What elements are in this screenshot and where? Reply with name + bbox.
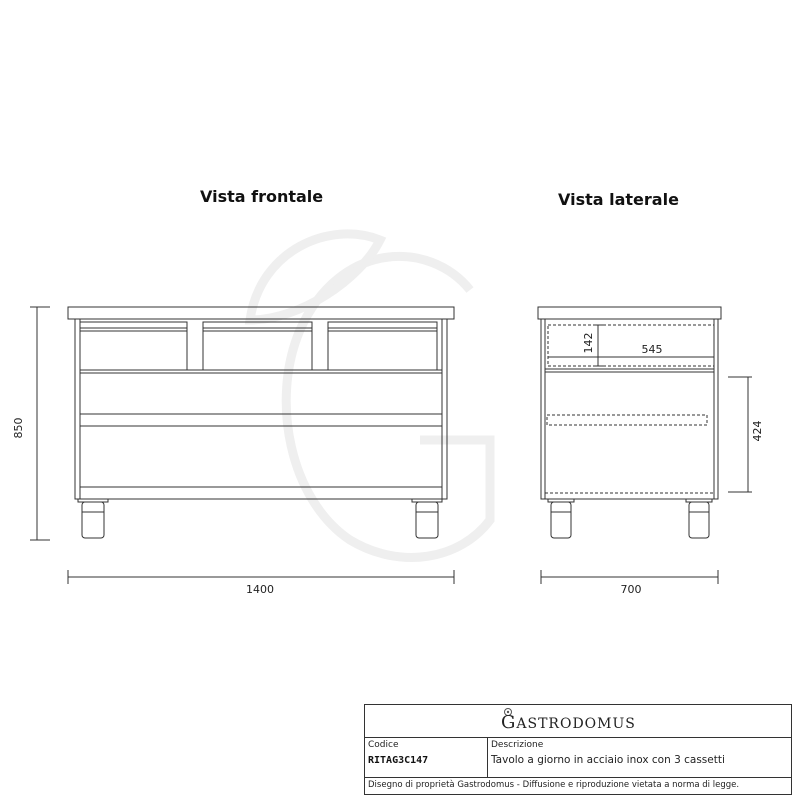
code-label: Codice xyxy=(368,740,399,750)
title-block-logo-row xyxy=(365,705,791,738)
code-cell xyxy=(365,738,488,777)
brand-rest: ASTRODOMUS xyxy=(516,716,636,732)
dim-side-width: 700 xyxy=(620,583,642,596)
dim-side-drawer-height: 142 xyxy=(582,332,595,354)
front-view xyxy=(68,307,454,538)
title-block xyxy=(364,704,792,795)
brand-initial: G xyxy=(501,712,517,733)
side-view xyxy=(538,307,721,538)
description-cell xyxy=(488,738,791,777)
title-block-info-row xyxy=(365,738,791,778)
front-foot-left xyxy=(82,502,104,538)
front-drawer-1 xyxy=(80,322,187,370)
description-value: Tavolo a giorno in acciaio inox con 3 cassetti xyxy=(491,754,725,766)
dim-side-lower-height: 424 xyxy=(751,420,764,442)
watermark-logo xyxy=(250,234,490,558)
side-shelf xyxy=(547,415,707,425)
dim-front-width: 1400 xyxy=(246,583,274,596)
side-foot-right xyxy=(689,502,709,538)
side-drawer xyxy=(548,325,714,366)
side-body xyxy=(541,319,718,499)
dim-front-height: 850 xyxy=(12,417,25,439)
front-body xyxy=(75,319,447,499)
description-label: Descrizione xyxy=(491,740,544,750)
front-drawer-3 xyxy=(328,322,437,370)
side-worktop xyxy=(538,307,721,319)
front-shelf xyxy=(80,414,442,426)
side-view-title: Vista laterale xyxy=(558,190,679,209)
front-foot-right xyxy=(416,502,438,538)
code-value: RITAG3C147 xyxy=(368,755,429,766)
copyright-notice: Disegno di proprietà Gastrodomus - Diffusione e riproduzione vietata a norma di legge. xyxy=(368,780,740,790)
brand-name xyxy=(501,712,636,733)
dim-side-drawer-depth: 545 xyxy=(641,343,663,356)
front-view-title: Vista frontale xyxy=(200,187,324,206)
side-foot-left xyxy=(551,502,571,538)
title-block-footer-row xyxy=(365,778,791,795)
